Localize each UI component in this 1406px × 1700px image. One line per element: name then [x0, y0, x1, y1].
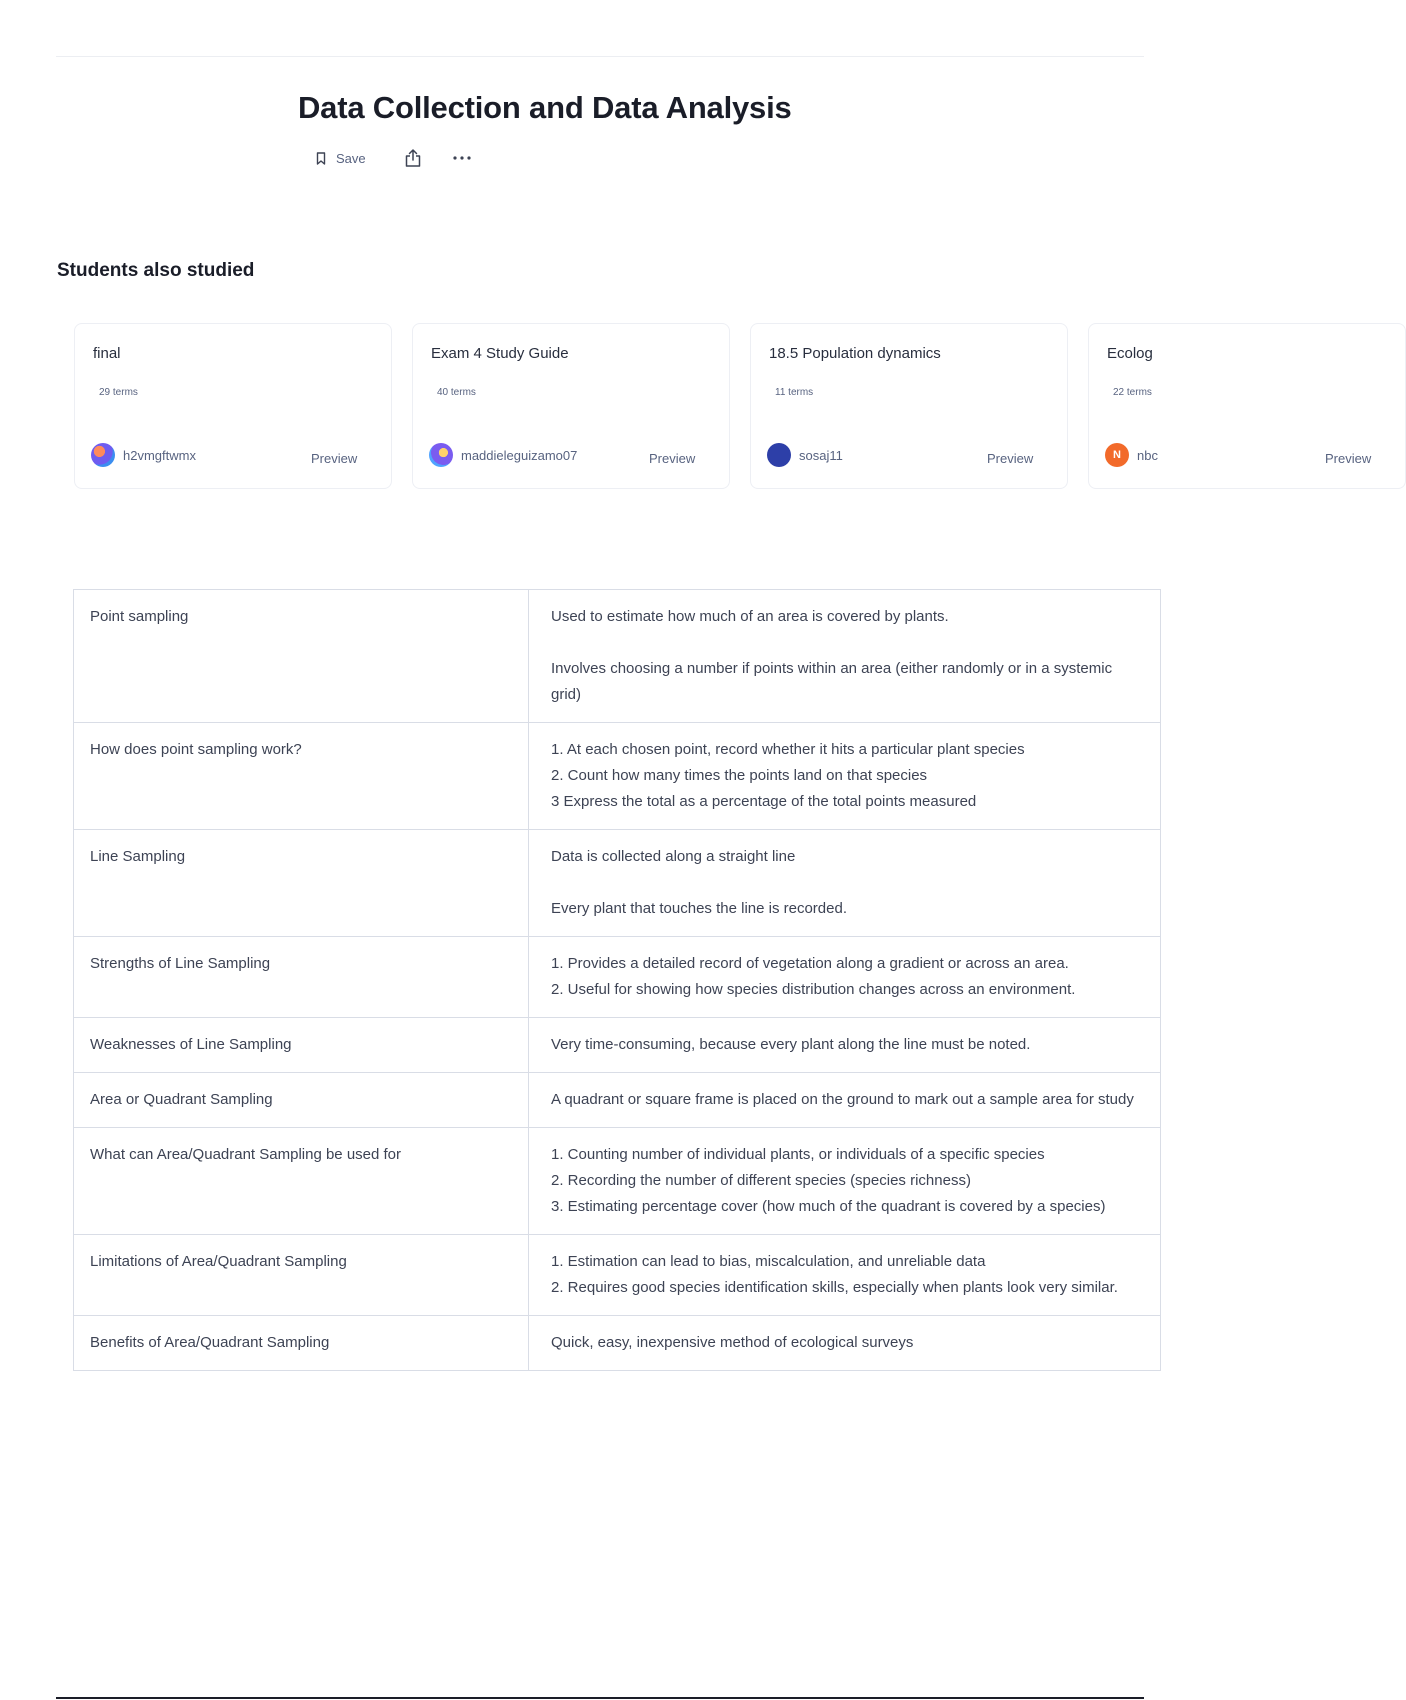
- avatar: [429, 443, 453, 467]
- definition-line: 1. Counting number of individual plants, or individuals of a specific species: [551, 1146, 1045, 1163]
- definition-cell: [529, 1073, 1161, 1128]
- definition-cell: [529, 937, 1161, 1018]
- term-row: [74, 937, 1161, 1018]
- definition-line: 2. Useful for showing how species distribution changes across an environment.: [551, 981, 1076, 998]
- term-row: [74, 1018, 1161, 1073]
- page-title: Data Collection and Data Analysis: [298, 90, 792, 125]
- definition-line: Data is collected along a straight line: [551, 848, 796, 865]
- definition-line: A quadrant or square frame is placed on the ground to mark out a sample area for study: [551, 1091, 1134, 1108]
- term-cell: Line Sampling: [74, 830, 529, 937]
- top-divider: [56, 56, 1144, 57]
- card-term-count: 29 terms: [99, 387, 138, 398]
- definition-cell: [529, 1128, 1161, 1235]
- definition-line: 3. Estimating percentage cover (how much of the quadrant is covered by a species): [551, 1198, 1106, 1215]
- definition-line: Involves choosing a number if points within an area (either randomly or in a systemic grid): [551, 660, 1113, 703]
- study-set-card[interactable]: [750, 323, 1068, 489]
- more-options-button[interactable]: [452, 155, 472, 161]
- preview-button[interactable]: Preview: [649, 451, 696, 466]
- definition-cell: [529, 1316, 1161, 1371]
- term-cell: Area or Quadrant Sampling: [74, 1073, 529, 1128]
- card-title: Ecolog: [1107, 345, 1153, 362]
- study-set-card[interactable]: [74, 323, 392, 489]
- term-cell: How does point sampling work?: [74, 723, 529, 830]
- definition-cell: [529, 830, 1161, 937]
- definition-line: 2. Requires good species identification skills, especially when plants look very similar.: [551, 1279, 1118, 1296]
- author-name: nbc: [1137, 447, 1158, 463]
- terms-table: [73, 589, 1161, 1371]
- card-author[interactable]: [91, 443, 196, 467]
- also-studied-heading: Students also studied: [57, 260, 255, 281]
- definition-cell: [529, 1018, 1161, 1073]
- author-name: maddieleguizamo07: [461, 447, 578, 463]
- avatar: N: [1105, 443, 1129, 467]
- share-button[interactable]: [404, 148, 422, 168]
- preview-button[interactable]: Preview: [1325, 451, 1372, 466]
- term-row: [74, 1235, 1161, 1316]
- term-row: [74, 590, 1161, 723]
- definition-cell: [529, 590, 1161, 723]
- avatar: [767, 443, 791, 467]
- definition-line: 1. Provides a detailed record of vegetation along a gradient or across an area.: [551, 955, 1069, 972]
- set-header: [298, 90, 792, 168]
- card-title: final: [93, 345, 121, 362]
- save-label: Save: [336, 150, 366, 166]
- term-row: [74, 1128, 1161, 1235]
- definition-line: Used to estimate how much of an area is covered by plants.: [551, 608, 949, 625]
- definition-cell: [529, 1235, 1161, 1316]
- definition-line: 1. At each chosen point, record whether it hits a particular plant species: [551, 741, 1025, 758]
- card-title: 18.5 Population dynamics: [769, 345, 941, 362]
- card-term-count: 22 terms: [1113, 387, 1152, 398]
- avatar: [91, 443, 115, 467]
- save-button[interactable]: [316, 151, 366, 166]
- study-set-card[interactable]: [412, 323, 730, 489]
- definition-line: Quick, easy, inexpensive method of ecological surveys: [551, 1334, 914, 1351]
- preview-button[interactable]: Preview: [311, 451, 358, 466]
- term-row: [74, 1073, 1161, 1128]
- card-term-count: 40 terms: [437, 387, 476, 398]
- definition-line: Every plant that touches the line is recorded.: [551, 900, 848, 917]
- bookmark-icon: [316, 152, 326, 165]
- definition-line: 2. Count how many times the points land on that species: [551, 767, 928, 784]
- card-term-count: 11 terms: [775, 387, 814, 398]
- author-name: sosaj11: [799, 447, 843, 463]
- definition-line: 3 Express the total as a percentage of the total points measured: [551, 793, 977, 810]
- term-cell: Point sampling: [74, 590, 529, 723]
- author-name: h2vmgftwmx: [123, 447, 196, 463]
- action-bar: [316, 148, 792, 168]
- study-set-card[interactable]: [1088, 323, 1406, 489]
- also-studied-carousel: [74, 323, 1372, 493]
- card-author[interactable]: [429, 443, 577, 467]
- terms-table-body: [74, 590, 1161, 1371]
- card-author[interactable]: [767, 443, 843, 467]
- term-cell: Strengths of Line Sampling: [74, 937, 529, 1018]
- term-row: [74, 830, 1161, 937]
- card-author[interactable]: [1105, 443, 1158, 467]
- term-cell: What can Area/Quadrant Sampling be used for: [74, 1128, 529, 1235]
- term-cell: Limitations of Area/Quadrant Sampling: [74, 1235, 529, 1316]
- definition-line: Very time-consuming, because every plant along the line must be noted.: [551, 1036, 1031, 1053]
- term-row: [74, 723, 1161, 830]
- term-cell: Benefits of Area/Quadrant Sampling: [74, 1316, 529, 1371]
- definition-cell: [529, 723, 1161, 830]
- card-title: Exam 4 Study Guide: [431, 345, 569, 362]
- definition-line: 2. Recording the number of different species (species richness): [551, 1172, 971, 1189]
- definition-line: 1. Estimation can lead to bias, miscalculation, and unreliable data: [551, 1253, 986, 1270]
- term-cell: Weaknesses of Line Sampling: [74, 1018, 529, 1073]
- preview-button[interactable]: Preview: [987, 451, 1034, 466]
- bottom-divider: [56, 1697, 1144, 1699]
- more-dots-icon: [452, 155, 472, 161]
- share-icon: [404, 148, 422, 168]
- term-row: [74, 1316, 1161, 1371]
